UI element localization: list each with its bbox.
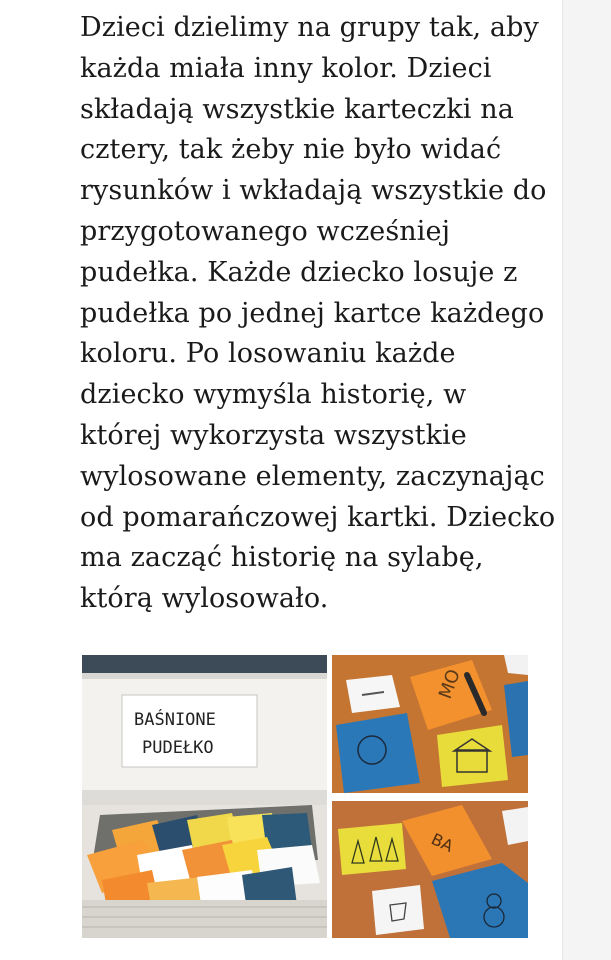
text-line: rysunków i wkładają wszystkie do <box>80 175 547 207</box>
card-syllable-ba: BA <box>428 829 457 856</box>
text-line: pudełka po jednej kartce każdego <box>80 297 545 329</box>
right-scroll-gutter <box>562 0 611 960</box>
text-line: pudełka. Każde dziecko losuje z <box>80 256 518 288</box>
box-sign-line2: PUDEŁKO <box>142 738 214 758</box>
text-line: każda miała inny kolor. Dzieci <box>80 52 492 84</box>
instruction-paragraph <box>80 8 556 620</box>
text-line: ma zacząć historię na sylabę, <box>80 542 484 574</box>
text-line: od pomarańczowej kartki. Dziecko <box>80 501 556 533</box>
text-line: dziecko wymyśla historię, w <box>80 379 467 411</box>
text-line: którą wylosowało. <box>80 583 329 615</box>
text-line: której wykorzysta wszystkie <box>80 419 467 451</box>
text-line: wylosowane elementy, zaczynając <box>80 460 545 492</box>
photo-fairy-tale-box[interactable] <box>82 655 327 938</box>
text-line: cztery, tak żeby nie było widać <box>80 134 502 166</box>
text-line: składają wszystkie karteczki na <box>80 93 514 125</box>
text-line: Dzieci dzielimy na grupy tak, aby <box>80 12 539 43</box>
box-sign-line1: BAŚNIONE <box>134 710 216 730</box>
article-body <box>80 8 556 620</box>
text-line: koloru. Po losowaniu każde <box>80 338 456 370</box>
text-line: przygotowanego wcześniej <box>80 215 451 247</box>
photo-cards-ba[interactable] <box>332 801 528 938</box>
card-syllable-mo: MO <box>434 666 465 702</box>
photo-cards-mo[interactable] <box>332 655 528 793</box>
photo-collage[interactable] <box>82 655 528 938</box>
